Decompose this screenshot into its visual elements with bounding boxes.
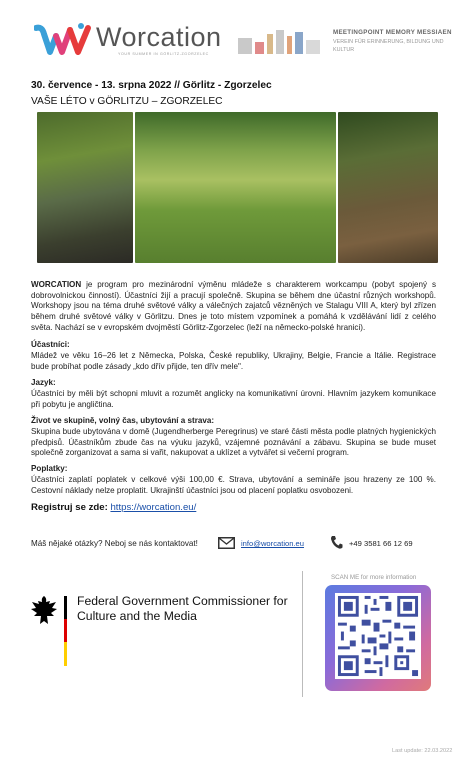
- federal-eagle-icon: [30, 594, 58, 668]
- outdoor-group-photo: [135, 112, 336, 263]
- partner-title: MEETINGPOINT MEMORY MESSIAEN: [333, 29, 452, 36]
- intro-text: je program pro mezinárodní výměnu mládeže s charakterem workcampu (pobyt spojený s dobrovolnickou činností). Účastníci žijí a pracují společně. Skupina se během dne účastní různých workshopů. Workshopy jsou na téma druhé světové války a válečných zajatců vězněných ve Stalagu VIII A, který byl zřízen během druhé světové války v Görlitzu. Dnes je toto místem vzpomínek a pomáhá k vzdělávání lidí z celého světa. Nachází se v evropském dvojměstí Görlitz-Zgorzelec (leží na německo-polské hranici).: [31, 280, 436, 332]
- event-subtitle: VAŠE LÉTO v GÖRLITZU – ZGORZELEC: [31, 96, 223, 107]
- phone-icon: [330, 535, 343, 550]
- register-link[interactable]: https://worcation.eu/: [110, 502, 197, 513]
- envelope-icon: [218, 537, 235, 549]
- contact-question: Máš nějaké otázky? Neboj se nás kontaktovat!: [31, 539, 198, 548]
- forest-work-photo: [338, 112, 438, 263]
- flag-stripe-black: [64, 596, 67, 619]
- flag-stripe-gold: [64, 642, 67, 666]
- partner-subtitle: VEREIN FÜR ERINNERUNG, BILDUNG UND KULTUR: [333, 39, 444, 53]
- group-hug-photo: [37, 112, 133, 263]
- worcation-logo-icon: [34, 22, 92, 58]
- fees-text: Účastníci zaplatí poplatek v celkové výši 100,00 €. Strava, ubytování a semináře jsou hrazeny ze 100 %. Cestovní náklady nelze proplatit. Ukrajinští účastníci jsou od placení poplatku osvobozeni.: [31, 475, 436, 495]
- fees-heading: Poplatky:: [31, 464, 68, 473]
- scan-label: SCAN ME for more information: [331, 574, 417, 581]
- event-date: 30. července - 13. srpna 2022 // Görlitz - Zgorzelec: [31, 80, 272, 91]
- participants-heading: Účastníci:: [31, 340, 70, 349]
- register-line: [31, 502, 196, 513]
- intro-paragraph: [31, 280, 436, 334]
- contact-phone: +49 3581 66 12 69: [349, 539, 413, 548]
- language-heading: Jazyk:: [31, 378, 56, 387]
- language-text: Účastníci by měli být schopni mluvit a rozumět anglicky na komunikativní úrovni. Hlavním jazykem komunikace při pobytu je angličtina.: [31, 389, 436, 409]
- life-text: Skupina bude ubytována v domě (Jugendherberge Peregrinus) ve staré části města podle platných hygienických předpisů. Účastníkům zbude čas na výuku jazyků, vzájemné poznávání a zábavu. Skupina se bude muset společně zorganizovat a sama si vařit, nakupovat a uklízet a vytvářet si večerní program.: [31, 427, 436, 458]
- meetingpoint-logo-icon: [238, 28, 322, 56]
- qr-code-icon: [335, 593, 421, 679]
- logo-wordmark: Worcation: [96, 22, 222, 52]
- register-label: Registruj se zde:: [31, 502, 108, 513]
- participants-text: Mládež ve věku 16–26 let z Německa, Polska, České republiky, Ukrajiny, Belgie, Francie a Itálie. Registrace bude probíhat podle zásady „kdo dřív přijde, ten dřív mele".: [31, 351, 436, 371]
- logo-tagline: YOUR SUMMER IN GÖRLITZ-ZGORZELEC: [118, 52, 209, 56]
- footer-divider: [302, 571, 303, 697]
- sponsor-name: Federal Government Commissioner for Culture and the Media: [77, 594, 288, 623]
- life-heading: Život ve skupině, volný čas, ubytování a strava:: [31, 416, 215, 425]
- contact-email-link[interactable]: info@worcation.eu: [241, 539, 305, 548]
- qr-code[interactable]: [335, 593, 421, 679]
- intro-lead: WORCATION: [31, 280, 82, 289]
- flag-stripe-red: [64, 619, 67, 642]
- last-update: Last update: 22.03.2022: [392, 748, 453, 754]
